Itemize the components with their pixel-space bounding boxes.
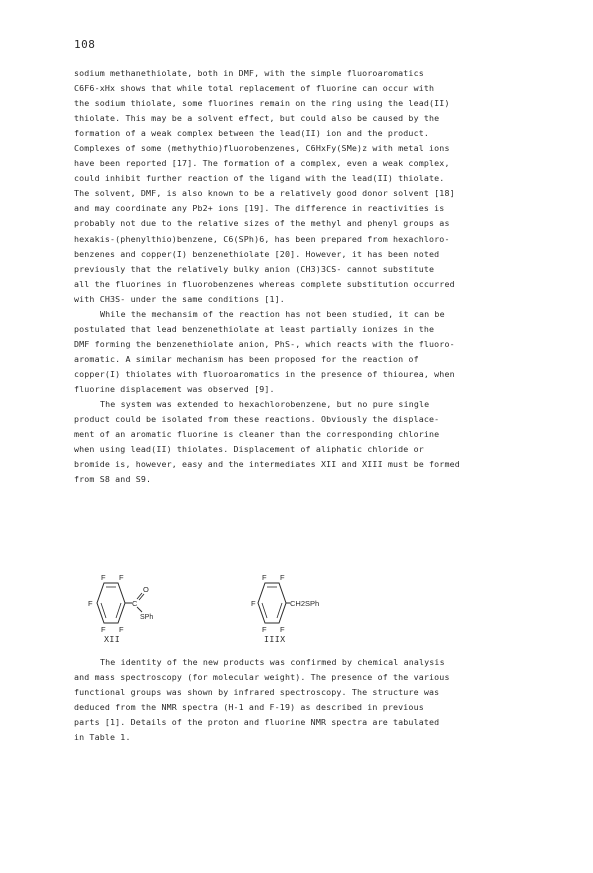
text-line: thiolate. This may be a solvent effect, but could also be caused by the: [74, 113, 440, 124]
text-line: copper(I) thiolates with fluoroaromatics in the presence of thiourea, when: [74, 368, 455, 379]
atom-label: F: [280, 625, 285, 634]
text-line: C6F6-xHx shows that while total replacement of fluorine can occur with: [74, 83, 435, 94]
atom-label: C: [132, 599, 138, 608]
text-line: The identity of the new products was confirmed by chemical analysis: [100, 657, 445, 667]
atom-label: F: [119, 573, 124, 582]
text-line: benzenes and copper(I) benzenethiolate [20]. However, it has been noted: [74, 248, 440, 259]
text-line: ment of an aromatic fluorine is cleaner than the corresponding chlorine: [74, 429, 440, 440]
text-line: While the mechansim of the reaction has not been studied, it can be: [100, 308, 445, 319]
text-line: in Table 1.: [74, 732, 131, 743]
text-line: bromide is, however, easy and the intermediates XII and XIII must be formed: [74, 459, 460, 470]
text-line: with CH3S- under the same conditions [1].: [74, 293, 285, 304]
text-line: functional groups was shown by infrared spectroscopy. The structure was: [74, 687, 440, 698]
structure-label: IIIX: [264, 634, 286, 644]
page-number: 108: [74, 38, 96, 51]
atom-label: F: [262, 573, 267, 582]
text-line: could inhibit further reaction of the ligand with the lead(II) thiolate.: [74, 173, 445, 184]
text-line: have been reported [17]. The formation of a complex, even a weak complex,: [74, 158, 450, 169]
chemical-structures: [74, 572, 544, 648]
text-line: all the fluorines in fluorobenzenes whereas complete substitution occurred: [74, 278, 455, 289]
atom-label: F: [101, 573, 106, 582]
text-line: formation of a weak complex between the lead(II) ion and the product.: [74, 128, 430, 139]
text-line: aromatic. A similar mechanism has been proposed for the reaction of: [74, 353, 419, 364]
text-line: DMF forming the benzenethiolate anion, PhS-, which reacts with the fluoro-: [74, 338, 455, 349]
text-line: hexakis-(phenylthio)benzene, C6(SPh)6, has been prepared from hexachloro-: [74, 233, 450, 244]
text-line: postulated that lead benzenethiolate at least partially ionizes in the: [74, 323, 435, 334]
atom-label: F: [251, 599, 256, 608]
text-line: Complexes of some (methythio)fluorobenzenes, C6HxFy(SMe)z with metal ions: [74, 143, 450, 154]
text-line: The system was extended to hexachlorobenzene, but no pure single: [100, 399, 430, 410]
text-line: and mass spectroscopy (for molecular weight). The presence of the various: [74, 672, 450, 683]
atom-label: O: [143, 585, 149, 594]
text-line: The solvent, DMF, is also known to be a relatively good donor solvent [18]: [74, 188, 455, 199]
text-line: when using lead(II) thiolates. Displacement of aliphatic chloride or: [74, 444, 424, 455]
atom-label: F: [101, 625, 106, 634]
atom-label: F: [88, 599, 93, 608]
text-line: sodium methanethiolate, both in DMF, with the simple fluoroaromatics: [74, 68, 424, 78]
text-line: deduced from the NMR spectra (H-1 and F-19) as described in previous: [74, 702, 424, 713]
text-line: fluorine displacement was observed [9].: [74, 383, 275, 394]
structure-xii: [74, 572, 194, 648]
body-text: [74, 66, 544, 487]
text-line: parts [1]. Details of the proton and fluorine NMR spectra are tabulated: [74, 717, 440, 728]
text-line: from S8 and S9.: [74, 474, 152, 485]
text-line: and may coordinate any Pb2+ ions [19]. The difference in reactivities is: [74, 203, 445, 214]
text-line: product could be isolated from these reactions. Obviously the displace-: [74, 414, 440, 425]
atom-label: F: [262, 625, 267, 634]
atom-label: SPh: [140, 614, 154, 621]
body-text-continued: [74, 655, 544, 745]
benzene-ring-xii-icon: [74, 572, 194, 634]
benzene-ring-xiii-icon: [252, 572, 392, 634]
atom-label: CH2SPh: [290, 599, 320, 608]
text-line: previously that the relatively bulky anion (CH3)3CS- cannot substitute: [74, 263, 435, 274]
text-line: the sodium thiolate, some fluorines remain on the ring using the lead(II): [74, 98, 450, 109]
text-line: probably not due to the relative sizes of the methyl and phenyl groups as: [74, 218, 450, 229]
atom-label: F: [119, 625, 124, 634]
structure-label: XII: [104, 634, 121, 644]
atom-label: F: [280, 573, 285, 582]
structure-xiii: [252, 572, 392, 648]
